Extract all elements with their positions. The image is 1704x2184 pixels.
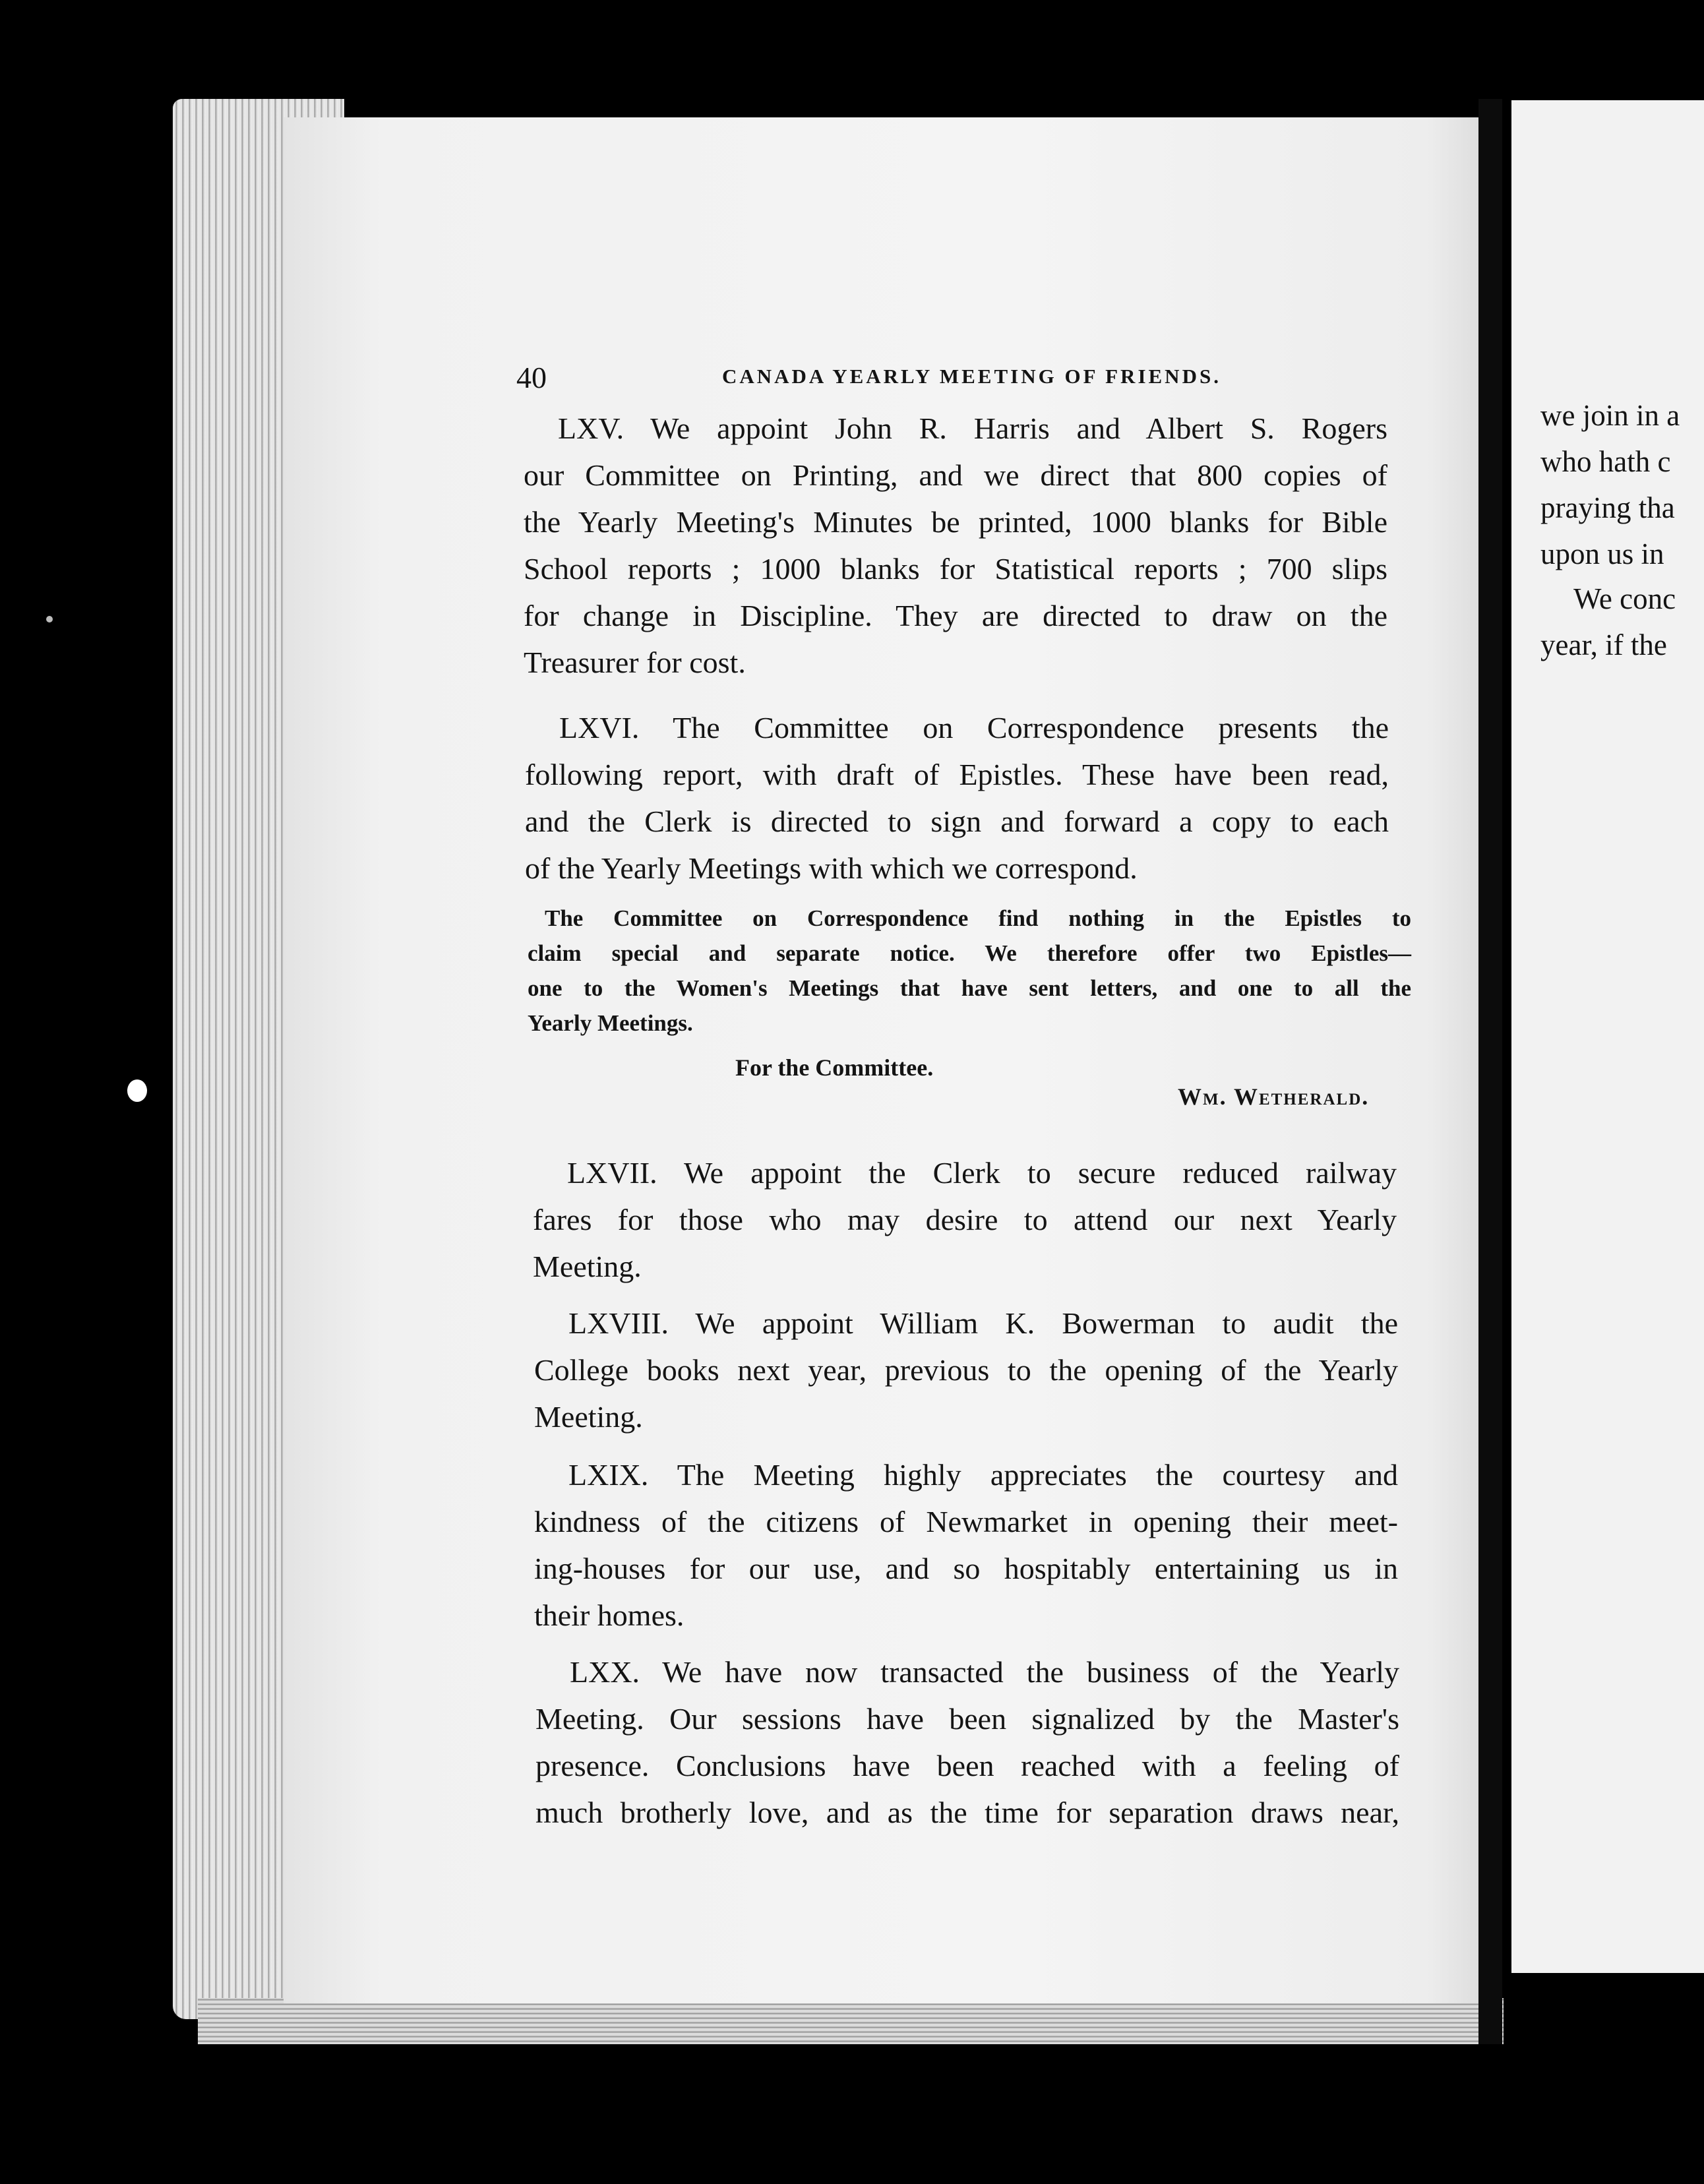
for-committee-label: For the Committee. [735,1054,934,1081]
paragraph-line: ing-houses for our use, and so hospitably entertaining us in [534,1552,1398,1585]
paragraph-line: LXVI. The Committee on Correspondence presents the [559,711,1389,744]
page-stack-bottom-edge [198,1998,1504,2044]
paragraph-line: Meeting. [534,1400,643,1434]
scan-speck [46,616,53,622]
right-page [1511,100,1704,1973]
signatory-name: Wm. Wetherald. [1178,1083,1370,1110]
paragraph-line: School reports ; 1000 blanks for Statistical reports ; 700 slips [524,552,1387,586]
page-number: 40 [516,361,547,394]
paragraph-line: LXVII. We appoint the Clerk to secure reduced railway [567,1156,1397,1190]
paragraph-lxvii [533,1149,1397,1290]
paragraph-lxv [524,405,1387,686]
paragraph-line: following report, with draft of Epistles. These have been read, [525,758,1389,791]
left-page-content [284,117,1500,2003]
paragraph-lxvi [525,704,1389,892]
paragraph-line: for change in Discipline. They are directed to draw on the [524,599,1387,632]
paragraph-line: College books next year, previous to the opening of the Yearly [534,1353,1398,1387]
report-line: Yearly Meetings. [528,1010,693,1036]
paragraph-line: LXV. We appoint John R. Harris and Albert S. Rogers [558,411,1387,445]
right-page-line: we join in a [1540,399,1680,432]
paragraph-line: Treasurer for cost. [524,646,746,679]
paragraph-line: LXVIII. We appoint William K. Bowerman to audit the [568,1306,1398,1340]
paragraph-line: Meeting. [533,1250,642,1283]
paragraph-line: Meeting. Our sessions have been signalized by the Master's [535,1702,1399,1736]
paragraph-line: kindness of the citizens of Newmarket in opening their meet- [534,1505,1398,1538]
right-page-line: upon us in [1540,537,1664,570]
paragraph-line: LXX. We have now transacted the business of the Yearly [570,1655,1399,1689]
report-line: The Committee on Correspondence find nothing in the Epistles to [545,905,1411,931]
paragraph-line: and the Clerk is directed to sign and forward a copy to each [525,804,1389,838]
report-line: claim special and separate notice. We therefore offer two Epistles— [528,940,1411,966]
paragraph-lxix [534,1451,1398,1639]
report-line: one to the Women's Meetings that have sent letters, and one to all the [528,975,1411,1001]
right-page-line: We conc [1573,582,1676,615]
paragraph-line: LXIX. The Meeting highly appreciates the courtesy and [568,1458,1398,1492]
paragraph-lxx [535,1649,1399,1836]
paragraph-line: the Yearly Meeting's Minutes be printed, 1000 blanks for Bible [524,505,1387,539]
paragraph-line: our Committee on Printing, and we direct that 800 copies of [524,458,1387,492]
committee-report [528,901,1411,1041]
paragraph-line: their homes. [534,1598,685,1632]
scan-speck [127,1079,147,1102]
right-page-line: who hath c [1540,445,1671,478]
paragraph-line: much brotherly love, and as the time for separation draws near, [535,1796,1399,1829]
paragraph-line: fares for those who may desire to attend our next Yearly [533,1203,1397,1236]
right-page-line: year, if the [1540,628,1667,661]
paragraph-line: presence. Conclusions have been reached with a feeling of [535,1749,1399,1782]
paragraph-lxviii [534,1300,1398,1440]
paragraph-line: of the Yearly Meetings with which we correspond. [525,851,1138,885]
running-head: CANADA YEARLY MEETING OF FRIENDS. [722,365,1221,388]
right-page-line: praying tha [1540,491,1675,524]
